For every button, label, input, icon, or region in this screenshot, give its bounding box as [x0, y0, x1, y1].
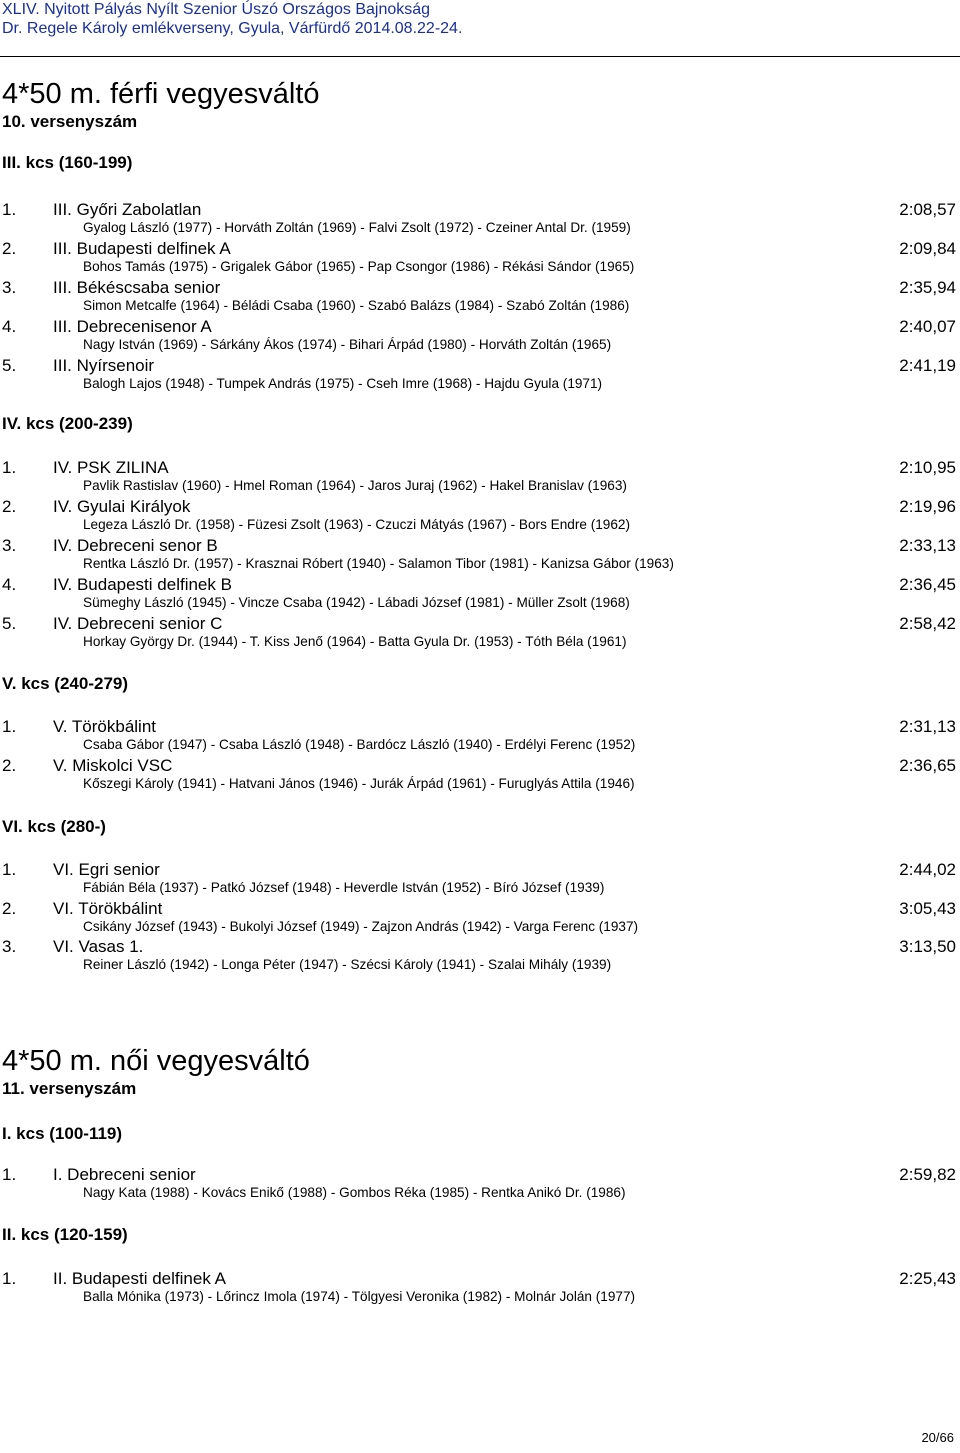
result-time: 2:09,84 — [899, 239, 956, 258]
result-place: 2. — [2, 756, 17, 775]
result-place: 1. — [2, 1165, 17, 1184]
result-place: 3. — [2, 278, 17, 297]
result-members: Csikány József (1943) - Bukolyi József (1949) - Zajzon András (1942) - Varga Ferenc (1937) — [83, 919, 639, 934]
event-title: 4*50 m. női vegyesváltó — [2, 1045, 310, 1077]
result-members: Fábián Béla (1937) - Patkó József (1948) - Heverdle István (1952) - Bíró József (1939) — [83, 880, 605, 895]
result-members: Pavlik Rastislav (1960) - Hmel Roman (1964) - Jaros Juraj (1962) - Hakel Branislav (1963) — [83, 478, 627, 493]
result-team: III. Nyírsenoir — [53, 356, 155, 375]
result-members: Horkay György Dr. (1944) - T. Kiss Jenő (1964) - Batta Gyula Dr. (1953) - Tóth Béla (1961) — [83, 634, 627, 649]
result-time: 2:58,42 — [899, 614, 956, 633]
result-time: 2:35,94 — [899, 278, 956, 297]
result-time: 2:33,13 — [899, 536, 956, 555]
result-team: II. Budapesti delfinek A — [53, 1269, 226, 1288]
result-time: 2:36,65 — [899, 756, 956, 775]
result-team: VI. Egri senior — [53, 860, 160, 879]
group-title: VI. kcs (280-) — [2, 817, 106, 836]
result-team: V. Törökbálint — [53, 717, 157, 736]
result-team: IV. Gyulai Királyok — [53, 497, 191, 516]
result-time: 2:19,96 — [899, 497, 956, 516]
group-title: III. kcs (160-199) — [2, 153, 133, 172]
result-place: 5. — [2, 614, 17, 633]
result-team: IV. Budapesti delfinek B — [53, 575, 232, 594]
result-row — [0, 1269, 960, 1307]
group-title: IV. kcs (200-239) — [2, 414, 133, 433]
result-time: 2:31,13 — [899, 717, 956, 736]
result-row — [0, 497, 960, 535]
result-team: IV. PSK ZILINA — [53, 458, 169, 477]
result-time: 2:25,43 — [899, 1269, 956, 1288]
result-time: 3:05,43 — [899, 899, 956, 918]
result-team: VI. Vasas 1. — [53, 937, 144, 956]
group-title: V. kcs (240-279) — [2, 674, 129, 693]
result-row — [0, 614, 960, 652]
result-place: 1. — [2, 717, 17, 736]
result-place: 3. — [2, 937, 17, 956]
result-members: Rentka László Dr. (1957) - Krasznai Róbert (1940) - Salamon Tibor (1981) - Kanizsa Gábor (1963) — [83, 556, 674, 571]
event-title: 4*50 m. férfi vegyesváltó — [2, 78, 320, 110]
result-place: 1. — [2, 458, 17, 477]
result-place: 4. — [2, 317, 17, 336]
result-time: 2:40,07 — [899, 317, 956, 336]
result-team: IV. Debreceni senor B — [53, 536, 218, 555]
result-members: Sümeghy László (1945) - Vincze Csaba (1942) - Lábadi József (1981) - Müller Zsolt (1968) — [83, 595, 630, 610]
result-time: 2:59,82 — [899, 1165, 956, 1184]
result-time: 2:08,57 — [899, 200, 956, 219]
result-members: Gyalog László (1977) - Horváth Zoltán (1969) - Falvi Zsolt (1972) - Czeiner Antal Dr. (1959) — [83, 220, 631, 235]
result-row — [0, 756, 960, 794]
result-row — [0, 536, 960, 574]
result-members: Nagy István (1969) - Sárkány Ákos (1974) - Bihari Árpád (1980) - Horváth Zoltán (1965) — [83, 337, 612, 352]
competition-subtitle: Dr. Regele Károly emlékverseny, Gyula, Várfürdő 2014.08.22-24. — [2, 20, 463, 37]
result-team: III. Békéscsaba senior — [53, 278, 221, 297]
result-place: 2. — [2, 899, 17, 918]
result-time: 2:41,19 — [899, 356, 956, 375]
result-team: III. Budapesti delfinek A — [53, 239, 231, 258]
result-members: Kőszegi Károly (1941) - Hatvani János (1946) - Jurák Árpád (1961) - Furuglyás Attila (1946) — [83, 776, 635, 791]
event-number: 10. versenyszám — [2, 112, 138, 131]
result-team: IV. Debreceni senior C — [53, 614, 223, 633]
result-members: Reiner László (1942) - Longa Péter (1947) - Szécsi Károly (1941) - Szalai Mihály (1939) — [83, 957, 612, 972]
result-place: 5. — [2, 356, 17, 375]
result-row — [0, 317, 960, 355]
result-place: 3. — [2, 536, 17, 555]
result-place: 2. — [2, 497, 17, 516]
result-members: Csaba Gábor (1947) - Csaba László (1948) - Bardócz László (1940) - Erdélyi Ferenc (1952) — [83, 737, 636, 752]
result-members: Balogh Lajos (1948) - Tumpek András (1975) - Cseh Imre (1968) - Hajdu Gyula (1971) — [83, 376, 603, 391]
result-row — [0, 575, 960, 613]
result-team: I. Debreceni senior — [53, 1165, 196, 1184]
result-place: 4. — [2, 575, 17, 594]
result-team: VI. Törökbálint — [53, 899, 163, 918]
result-members: Legeza László Dr. (1958) - Füzesi Zsolt (1963) - Czuczi Mátyás (1967) - Bors Endre (1962) — [83, 517, 630, 532]
header-divider — [0, 56, 960, 57]
result-place: 2. — [2, 239, 17, 258]
event-number: 11. versenyszám — [2, 1079, 137, 1098]
page-number: 20/66 — [921, 1430, 954, 1445]
result-row — [0, 860, 960, 898]
result-team: III. Debrecenisenor A — [53, 317, 212, 336]
result-time: 2:10,95 — [899, 458, 956, 477]
result-place: 1. — [2, 1269, 17, 1288]
result-members: Bohos Tamás (1975) - Grigalek Gábor (1965) - Pap Csongor (1986) - Rékási Sándor (1965) — [83, 259, 635, 274]
result-row — [0, 278, 960, 316]
result-members: Balla Mónika (1973) - Lőrincz Imola (1974) - Tölgyesi Veronika (1982) - Molnár Jolán (1977) — [83, 1289, 636, 1304]
result-row — [0, 937, 960, 975]
result-row — [0, 899, 960, 937]
result-time: 2:36,45 — [899, 575, 956, 594]
result-row — [0, 1165, 960, 1203]
result-row — [0, 356, 960, 394]
result-time: 2:44,02 — [899, 860, 956, 879]
result-members: Nagy Kata (1988) - Kovács Enikő (1988) - Gombos Réka (1985) - Rentka Anikó Dr. (1986) — [83, 1185, 626, 1200]
competition-title: XLIV. Nyitott Pályás Nyílt Szenior Úszó Országos Bajnokság — [2, 1, 431, 18]
result-place: 1. — [2, 200, 17, 219]
result-team: V. Miskolci VSC — [53, 756, 173, 775]
result-team: III. Győri Zabolatlan — [53, 200, 202, 219]
result-row — [0, 239, 960, 277]
result-row — [0, 458, 960, 496]
result-row — [0, 717, 960, 755]
group-title: I. kcs (100-119) — [2, 1124, 123, 1143]
result-place: 1. — [2, 860, 17, 879]
result-row — [0, 200, 960, 238]
result-members: Simon Metcalfe (1964) - Béládi Csaba (1960) - Szabó Balázs (1984) - Szabó Zoltán (1986) — [83, 298, 630, 313]
group-title: II. kcs (120-159) — [2, 1225, 128, 1244]
result-time: 3:13,50 — [899, 937, 956, 956]
